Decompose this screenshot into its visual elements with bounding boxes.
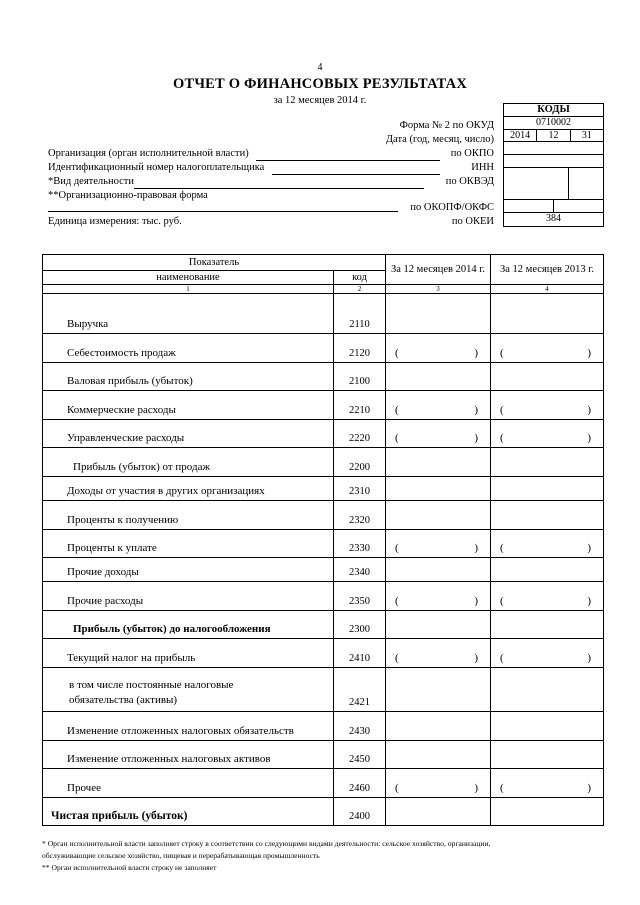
value-2014[interactable] <box>386 500 491 529</box>
row-name: Валовая прибыль (убыток) <box>43 362 334 391</box>
col-num-2: 2 <box>334 285 386 294</box>
row-code: 2430 <box>334 711 386 740</box>
paren-close: ) <box>587 403 591 416</box>
paren-open: ( <box>395 594 399 607</box>
row-code: 2100 <box>334 362 386 391</box>
financial-results-table <box>42 254 604 826</box>
col-period1-header: За 12 месяцев 2014 г. <box>386 255 491 285</box>
row-code: 2220 <box>334 419 386 448</box>
org-label: Организация (орган исполнительной власти) <box>48 148 249 159</box>
col-name-header: наименование <box>43 271 334 285</box>
okved-code[interactable] <box>504 168 603 200</box>
codes-box <box>503 103 604 227</box>
row-name: Проценты к получению <box>43 500 334 529</box>
value-2014[interactable] <box>386 476 491 500</box>
table-row <box>43 419 604 448</box>
inn-field-line[interactable] <box>272 174 440 175</box>
row-name: Прибыль (убыток) до налогообложения <box>43 610 334 639</box>
paren-open: ( <box>395 651 399 664</box>
footnote-1-line-2: обслуживающие сельское хозяйство, пищевая и перерабатывающая промышленность <box>42 851 320 860</box>
row-code: 2200 <box>334 448 386 477</box>
value-2013[interactable] <box>491 391 604 420</box>
table-row <box>43 448 604 477</box>
value-2013[interactable] <box>491 667 604 711</box>
col-code-header: код <box>334 271 386 285</box>
paren-close: ) <box>587 432 591 445</box>
unit-label: Единица измерения: тыс. руб. <box>48 216 182 227</box>
value-2013[interactable] <box>491 639 604 668</box>
footnote-2: ** Орган исполнительной власти строку не заполняет <box>42 863 217 872</box>
date-month[interactable]: 12 <box>537 130 570 142</box>
table-row <box>43 334 604 363</box>
paren-open: ( <box>395 542 399 555</box>
inn-label: ИНН <box>471 162 494 173</box>
value-2014[interactable] <box>386 419 491 448</box>
value-2013[interactable] <box>491 362 604 391</box>
row-name: Прочее <box>43 769 334 798</box>
inn-code[interactable] <box>504 155 603 168</box>
activity-label: *Вид деятельности <box>48 176 134 187</box>
paren-close: ) <box>474 346 478 359</box>
row-code: 2300 <box>334 610 386 639</box>
value-2014[interactable] <box>386 529 491 558</box>
value-2014[interactable] <box>386 334 491 363</box>
value-2014[interactable] <box>386 711 491 740</box>
paren-open: ( <box>395 346 399 359</box>
row-name: Прочие расходы <box>43 582 334 611</box>
okved-code-sub <box>568 168 603 199</box>
paren-open: ( <box>395 403 399 416</box>
paren-close: ) <box>474 432 478 445</box>
row-code: 2340 <box>334 558 386 582</box>
paren-close: ) <box>474 403 478 416</box>
row-name: Текущий налог на прибыль <box>43 639 334 668</box>
col-num-4: 4 <box>491 285 604 294</box>
value-2014[interactable] <box>386 667 491 711</box>
table-row <box>43 362 604 391</box>
table-row <box>43 476 604 500</box>
okpo-code[interactable] <box>504 142 603 155</box>
row-name: Чистая прибыль (убыток) <box>43 797 334 826</box>
footnote-1-line-1: * Орган исполнительной власти заполняет строку в соответствии со следующими видами деятельности: сельское хозяйство, организации, <box>42 839 491 848</box>
report-title: ОТЧЕТ О ФИНАНСОВЫХ РЕЗУЛЬТАТАХ <box>172 76 468 92</box>
row-code: 2210 <box>334 391 386 420</box>
row-code: 2110 <box>334 294 386 334</box>
col-period2-header: За 12 месяцев 2013 г. <box>491 255 604 285</box>
form-okud-label: Форма № 2 по ОКУД <box>399 120 494 131</box>
row-code: 2450 <box>334 740 386 769</box>
row-name: Доходы от участия в других организациях <box>43 476 334 500</box>
table-row <box>43 582 604 611</box>
table-row <box>43 769 604 798</box>
value-2014[interactable] <box>386 582 491 611</box>
row-code: 2460 <box>334 769 386 798</box>
value-2014[interactable] <box>386 639 491 668</box>
col-num-1: 1 <box>43 285 334 294</box>
paren-close: ) <box>474 542 478 555</box>
paren-open: ( <box>500 432 504 445</box>
value-2013[interactable] <box>491 476 604 500</box>
value-2013[interactable] <box>491 582 604 611</box>
paren-open: ( <box>500 594 504 607</box>
value-2014[interactable] <box>386 797 491 826</box>
okpo-label: по ОКПО <box>450 148 494 159</box>
paren-close: ) <box>587 651 591 664</box>
inn-label-left: Идентификационный номер налогоплательщика <box>48 162 265 173</box>
value-2013[interactable] <box>491 294 604 334</box>
okopf-code[interactable] <box>504 200 554 212</box>
value-2014[interactable] <box>386 362 491 391</box>
legal-form-label: **Организационно-правовая форма <box>48 190 208 201</box>
codes-heading: КОДЫ <box>504 104 603 117</box>
value-2014[interactable] <box>386 294 491 334</box>
paren-open: ( <box>500 542 504 555</box>
row-name: Прочие доходы <box>43 558 334 582</box>
paren-close: ) <box>587 542 591 555</box>
table-row <box>43 711 604 740</box>
paren-open: ( <box>395 781 399 794</box>
paren-open: ( <box>395 432 399 445</box>
value-2013[interactable] <box>491 797 604 826</box>
row-code: 2400 <box>334 797 386 826</box>
value-2013[interactable] <box>491 529 604 558</box>
value-2013[interactable] <box>491 448 604 477</box>
okopf-codes <box>504 200 603 213</box>
value-2014[interactable] <box>386 558 491 582</box>
table-row <box>43 500 604 529</box>
table-row <box>43 667 604 711</box>
paren-close: ) <box>587 594 591 607</box>
page-number: 4 <box>317 62 323 73</box>
value-2013[interactable] <box>491 500 604 529</box>
org-field-line[interactable] <box>256 160 440 161</box>
value-2013[interactable] <box>491 769 604 798</box>
paren-open: ( <box>500 403 504 416</box>
paren-close: ) <box>587 781 591 794</box>
table-row <box>43 558 604 582</box>
paren-open: ( <box>500 346 504 359</box>
col-indicator-header: Показатель <box>43 255 386 271</box>
col-num-3: 3 <box>386 285 491 294</box>
date-day[interactable]: 31 <box>581 129 592 141</box>
paren-close: ) <box>474 594 478 607</box>
table-row <box>43 610 604 639</box>
row-code: 2330 <box>334 529 386 558</box>
row-code: 2410 <box>334 639 386 668</box>
okopf-label: по ОКОПФ/ОКФС <box>410 202 494 213</box>
row-name: Изменение отложенных налоговых обязательств <box>43 711 334 740</box>
value-2014[interactable] <box>386 769 491 798</box>
table-row <box>43 740 604 769</box>
okei-label: по ОКЕИ <box>451 216 494 227</box>
row-name: Проценты к уплате <box>43 529 334 558</box>
okved-label: по ОКВЭД <box>445 176 494 187</box>
okfs-code[interactable] <box>554 200 603 212</box>
paren-open: ( <box>500 651 504 664</box>
table-row <box>43 639 604 668</box>
row-name: Прибыль (убыток) от продаж <box>43 448 334 477</box>
table-row <box>43 529 604 558</box>
legal-form-field-line[interactable] <box>48 211 398 212</box>
activity-field-line[interactable] <box>134 188 424 189</box>
row-name-line2: обязательства (активы) <box>69 693 178 706</box>
paren-close: ) <box>474 651 478 664</box>
value-2013[interactable] <box>491 711 604 740</box>
paren-open: ( <box>500 781 504 794</box>
row-code: 2320 <box>334 500 386 529</box>
value-2013[interactable] <box>491 740 604 769</box>
value-2013[interactable] <box>491 558 604 582</box>
value-2013[interactable] <box>491 334 604 363</box>
date-label: Дата (год, месяц, число) <box>385 134 494 145</box>
value-2014[interactable] <box>386 610 491 639</box>
row-name: Выручка <box>43 294 334 334</box>
row-code: 2350 <box>334 582 386 611</box>
okei-code[interactable]: 384 <box>546 212 561 224</box>
row-code: 2421 <box>334 667 386 711</box>
row-name: Себестоимость продаж <box>43 334 334 363</box>
report-period: за 12 месяцев 2014 г. <box>273 95 367 106</box>
row-code: 2310 <box>334 476 386 500</box>
row-name-line1: в том числе постоянные налоговые <box>69 678 234 691</box>
table-row <box>43 294 604 334</box>
value-2014[interactable] <box>386 740 491 769</box>
row-name: Изменение отложенных налоговых активов <box>43 740 334 769</box>
row-name: Управленческие расходы <box>43 419 334 448</box>
row-name <box>43 667 334 711</box>
date-codes <box>504 130 603 143</box>
row-name: Коммерческие расходы <box>43 391 334 420</box>
table-row <box>43 391 604 420</box>
value-2014[interactable] <box>386 448 491 477</box>
value-2014[interactable] <box>386 391 491 420</box>
okud-code[interactable]: 0710002 <box>504 117 603 130</box>
paren-close: ) <box>474 781 478 794</box>
paren-close: ) <box>587 346 591 359</box>
value-2013[interactable] <box>491 419 604 448</box>
value-2013[interactable] <box>491 610 604 639</box>
date-year[interactable]: 2014 <box>504 130 537 142</box>
row-code: 2120 <box>334 334 386 363</box>
table-row <box>43 797 604 826</box>
